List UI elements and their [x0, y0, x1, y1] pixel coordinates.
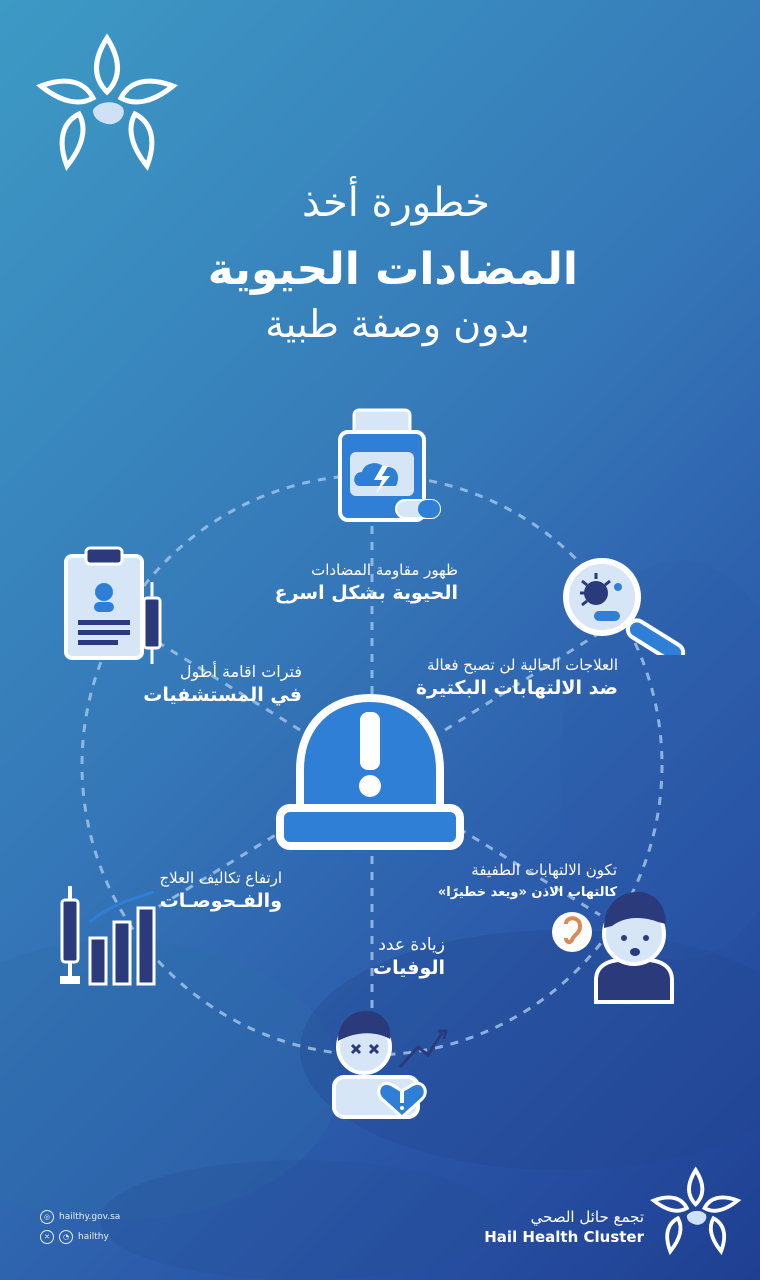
title-line-2: المضادات الحيوية	[207, 244, 578, 295]
title-line-1: خطورة أخذ	[301, 180, 490, 226]
item-label-deaths: زيادة عدد الوفيات	[373, 935, 445, 979]
social-row[interactable]	[40, 1230, 120, 1244]
item-label-costs: ارتفاع تكاليف العلاج والفـحوصـات	[159, 869, 282, 912]
brand-name-en: Hail Health Cluster	[484, 1228, 644, 1246]
x-icon[interactable]: ✕	[40, 1230, 54, 1244]
warning-alarm-icon	[270, 690, 470, 855]
deceased-person-icon	[330, 1005, 460, 1125]
website-row[interactable]	[40, 1210, 120, 1224]
brand-name-ar: تجمع حائل الصحي	[530, 1208, 644, 1226]
social-handle[interactable]: hailthy	[78, 1232, 109, 1242]
syringe-bar-chart-icon	[56, 880, 164, 992]
medicine-bottle-icon	[330, 402, 442, 526]
item-label-resistance: ظهور مقاومة المضادات الحيوية بشكل اسرع	[274, 561, 458, 604]
item-label-hospital-stays: فترات اقامة أطول في المستشفيات	[143, 662, 302, 706]
clipboard-syringe-icon	[62, 542, 172, 667]
snapchat-icon[interactable]: ◔	[59, 1230, 73, 1244]
bacteria-magnifier-icon	[560, 555, 705, 655]
item-label-ineffective: العلاجات الحالية لن تصبح فعالة ضد الالتهابات البكتيرة	[415, 656, 618, 699]
hail-cluster-logo-small	[650, 1165, 742, 1257]
website-link[interactable]: hailthy.gov.sa	[59, 1212, 121, 1222]
title-line-3: بدون وصفة طبية	[265, 302, 530, 346]
footer-links	[40, 1210, 120, 1250]
item-label-minor-infections: تكون الالتهابات الطفيفة كالتهاب الاذن «ويعد خطيرًا»	[437, 861, 617, 900]
globe-icon: ◎	[40, 1210, 54, 1224]
